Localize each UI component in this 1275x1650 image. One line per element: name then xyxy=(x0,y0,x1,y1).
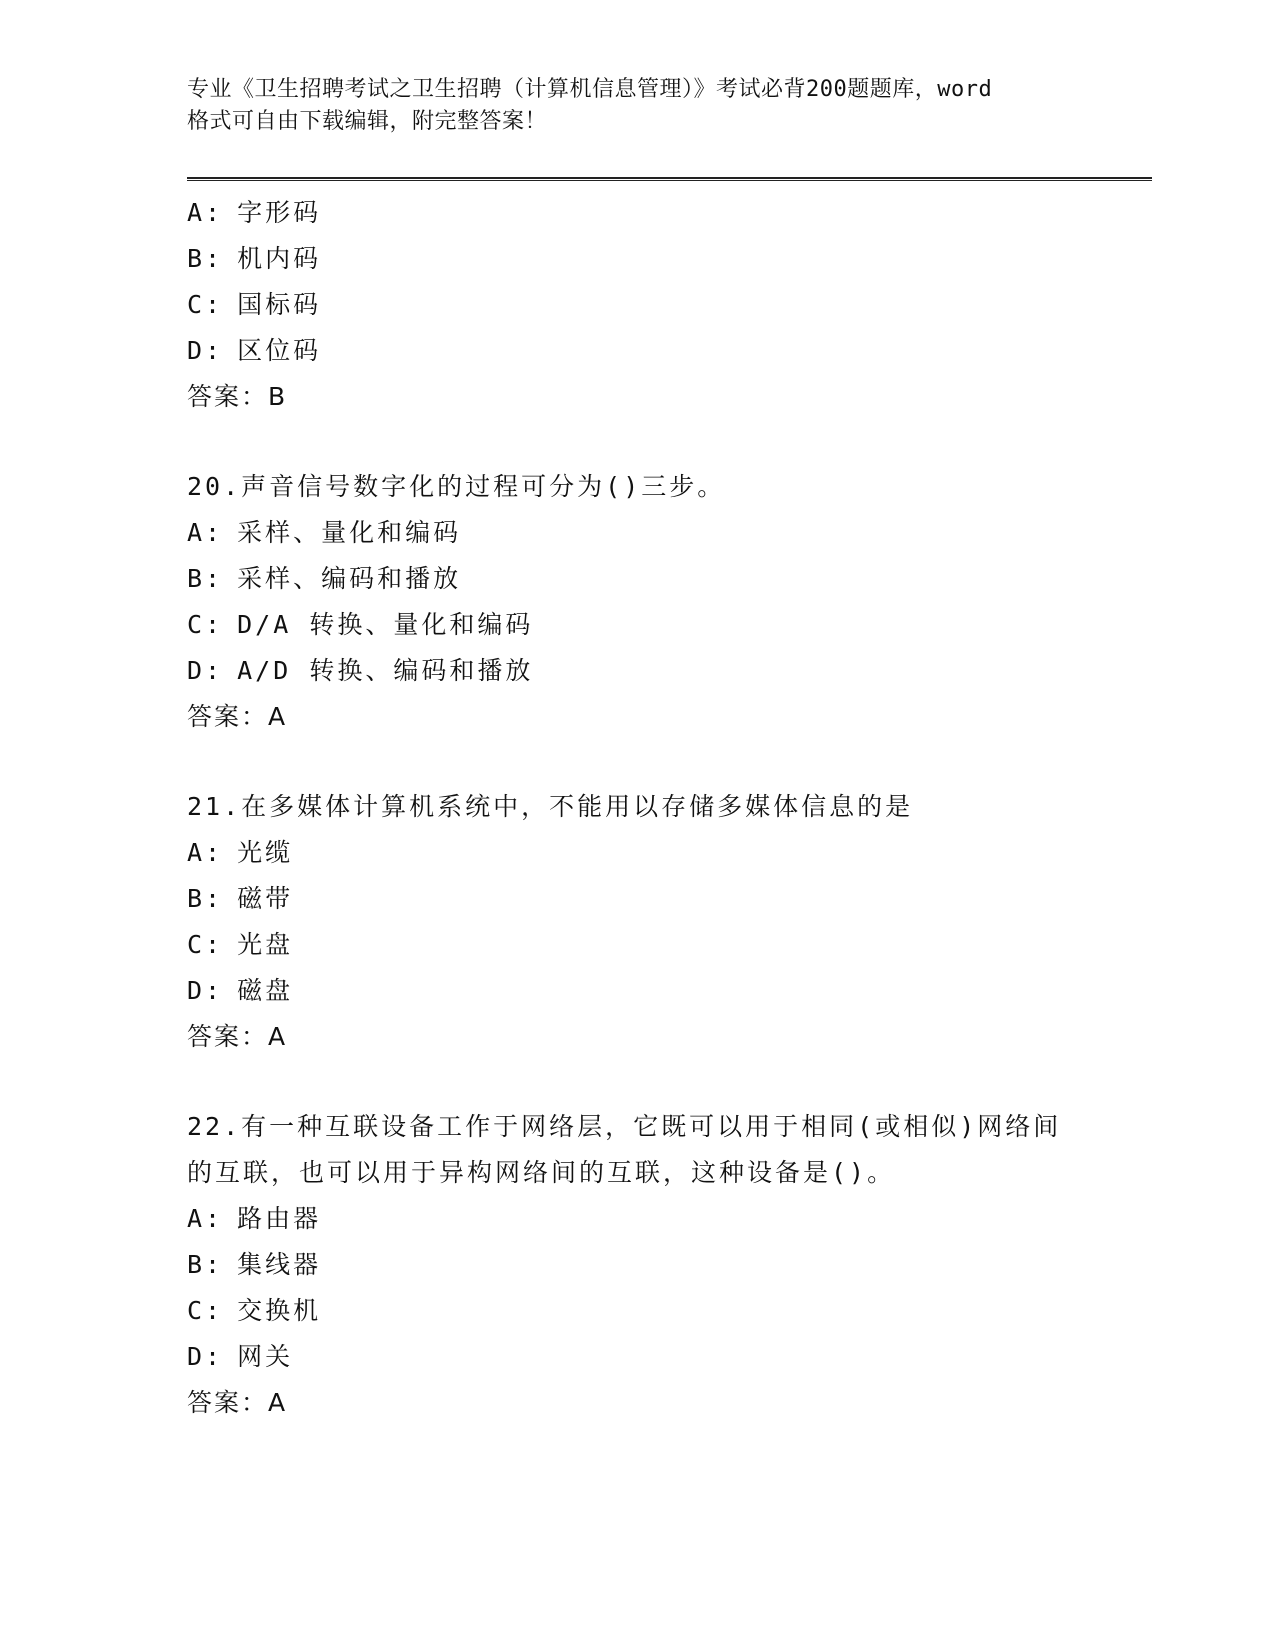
option-a xyxy=(187,830,1152,876)
answer-line: 答案：A xyxy=(187,1388,288,1417)
option-text: 光缆 xyxy=(237,838,294,867)
option-text: 光盘 xyxy=(237,930,294,959)
option-a xyxy=(187,1196,1152,1242)
option-d xyxy=(187,1334,1152,1380)
question-stem: 22.有一种互联设备工作于网络层，它既可以用于相同(或相似)网络间的互联，也可以用于异构网络间的互联，这种设备是()。 xyxy=(187,1112,1062,1187)
option-letter: A: xyxy=(187,1204,224,1233)
option-text: D/A 转换、量化和编码 xyxy=(237,610,534,639)
option-letter: C: xyxy=(187,290,224,319)
question-block-22 xyxy=(187,1104,1152,1426)
option-text: 机内码 xyxy=(237,244,322,273)
option-b xyxy=(187,876,1152,922)
option-letter: B: xyxy=(187,244,224,273)
option-c xyxy=(187,602,1152,648)
option-c xyxy=(187,282,1152,328)
option-d xyxy=(187,648,1152,694)
option-letter: B: xyxy=(187,884,224,913)
option-letter: B: xyxy=(187,1250,224,1279)
option-letter: B: xyxy=(187,564,224,593)
question-block-21 xyxy=(187,784,1152,1060)
option-b xyxy=(187,556,1152,602)
document-page xyxy=(187,0,1152,1650)
option-text: A/D 转换、编码和播放 xyxy=(237,656,534,685)
option-text: 网关 xyxy=(237,1342,294,1371)
option-text: 区位码 xyxy=(237,336,322,365)
option-letter: A: xyxy=(187,198,224,227)
option-letter: A: xyxy=(187,838,224,867)
header-divider xyxy=(187,177,1152,181)
option-text: 集线器 xyxy=(237,1250,322,1279)
option-c xyxy=(187,1288,1152,1334)
option-a xyxy=(187,510,1152,556)
document-header xyxy=(187,74,1087,138)
question-block-partial xyxy=(187,190,1152,420)
option-letter: D: xyxy=(187,336,224,365)
option-text: 国标码 xyxy=(237,290,322,319)
option-text: 磁盘 xyxy=(237,976,294,1005)
option-letter: D: xyxy=(187,976,224,1005)
option-letter: D: xyxy=(187,1342,224,1371)
option-text: 路由器 xyxy=(237,1204,322,1233)
option-text: 采样、量化和编码 xyxy=(237,518,462,547)
option-text: 交换机 xyxy=(237,1296,322,1325)
option-text: 磁带 xyxy=(237,884,294,913)
option-a xyxy=(187,190,1152,236)
answer-line: 答案：A xyxy=(187,1022,288,1051)
option-letter: A: xyxy=(187,518,224,547)
question-list xyxy=(187,190,1152,1426)
option-d xyxy=(187,328,1152,374)
option-letter: C: xyxy=(187,930,224,959)
option-d xyxy=(187,968,1152,1014)
option-letter: C: xyxy=(187,1296,224,1325)
option-text: 采样、编码和播放 xyxy=(237,564,462,593)
question-stem: 20.声音信号数字化的过程可分为()三步。 xyxy=(187,472,726,501)
option-b xyxy=(187,236,1152,282)
option-text: 字形码 xyxy=(237,198,322,227)
option-c xyxy=(187,922,1152,968)
header-line-2: 格式可自由下载编辑，附完整答案！ xyxy=(187,109,548,134)
header-line-1: 专业《卫生招聘考试之卫生招聘（计算机信息管理）》考试必背200题题库，word xyxy=(187,77,993,102)
question-stem: 21.在多媒体计算机系统中，不能用以存储多媒体信息的是 xyxy=(187,792,914,821)
option-letter: D: xyxy=(187,656,224,685)
answer-line: 答案：B xyxy=(187,382,288,411)
question-block-20 xyxy=(187,464,1152,740)
option-letter: C: xyxy=(187,610,224,639)
answer-line: 答案：A xyxy=(187,702,288,731)
option-b xyxy=(187,1242,1152,1288)
